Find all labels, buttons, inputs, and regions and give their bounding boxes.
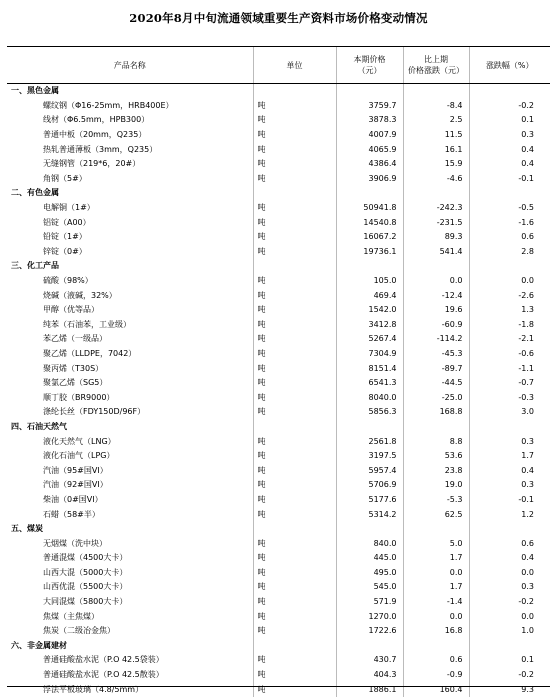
unit-cell: 吨 [253,595,336,610]
table-header-row [7,47,550,84]
product-name-cell: 浮法平板玻璃（4.8/5mm） [43,684,144,694]
pct-cell [469,522,550,537]
table-row [7,609,550,624]
change-cell [403,522,469,537]
table-row [7,172,550,187]
change-cell: 19.0 [403,478,469,493]
product-name-cell: 线材（Φ6.5mm，HPB300） [43,115,150,125]
table-row [7,580,550,595]
table-row [7,463,550,478]
unit-cell: 吨 [253,274,336,289]
change-cell: 16.1 [403,142,469,157]
header-unit: 单位 [253,47,336,84]
change-cell: -242.3 [403,201,469,216]
product-name-cell: 电解铜（1#） [43,203,95,213]
price-cell [336,420,403,435]
unit-cell: 吨 [253,157,336,172]
pct-cell: 0.3 [469,128,550,143]
category-row [7,186,550,201]
unit-cell: 吨 [253,172,336,187]
table-row [7,318,550,333]
unit-cell: 吨 [253,215,336,230]
pct-cell [469,84,550,99]
unit-cell [253,522,336,537]
unit-cell: 吨 [253,463,336,478]
header-pct: 涨跌幅（%） [469,47,550,84]
category-row [7,259,550,274]
price-cell: 571.9 [336,595,403,610]
price-cell: 545.0 [336,580,403,595]
pct-cell: 0.0 [469,566,550,581]
pct-cell: 0.4 [469,142,550,157]
unit-cell: 吨 [253,609,336,624]
change-cell [403,84,469,99]
unit-cell: 吨 [253,99,336,114]
price-cell [336,259,403,274]
unit-cell: 吨 [253,478,336,493]
page-title: 2020年8月中旬流通领域重要生产资料市场价格变动情况 [129,11,428,25]
unit-cell: 吨 [253,230,336,245]
change-cell: 16.8 [403,624,469,639]
pct-cell: 0.4 [469,551,550,566]
header-price-line1: 本期价格 [353,55,386,64]
product-name-cell: 普通混煤（4500大卡） [43,553,128,563]
change-cell: 8.8 [403,434,469,449]
unit-cell: 吨 [253,580,336,595]
product-name-cell: 热轧普通薄板（3mm，Q235） [43,144,158,154]
table-row [7,230,550,245]
product-name-cell: 普通中板（20mm，Q235） [43,130,147,140]
pct-cell: 2.8 [469,245,550,260]
product-name-cell: 甲醇（优等品） [43,305,99,315]
table-row [7,288,550,303]
product-name-cell: 焦炭（二级冶金焦） [43,626,115,636]
product-name-cell: 硫酸（98%） [43,276,93,286]
price-cell: 8040.0 [336,390,403,405]
product-name-cell: 顺丁胶（BR9000） [43,392,115,402]
price-cell: 469.4 [336,288,403,303]
product-name-cell: 聚丙烯（T30S） [43,363,104,373]
pct-cell: 9.3 [469,682,550,697]
change-cell: 2.5 [403,113,469,128]
category-row [7,420,550,435]
unit-cell: 吨 [253,376,336,391]
change-cell: -60.9 [403,318,469,333]
price-cell: 445.0 [336,551,403,566]
pct-cell: -0.2 [469,99,550,114]
table-row [7,332,550,347]
pct-cell: 0.4 [469,157,550,172]
unit-cell: 吨 [253,142,336,157]
change-cell: 168.8 [403,405,469,420]
change-cell: -12.4 [403,288,469,303]
price-cell: 1886.1 [336,682,403,697]
pct-cell: 3.0 [469,405,550,420]
table-row [7,376,550,391]
category-name: 一、黑色金属 [11,86,59,96]
change-cell: 1.7 [403,551,469,566]
pct-cell: -0.5 [469,201,550,216]
unit-cell: 吨 [253,507,336,522]
table-row [7,303,550,318]
pct-cell: 1.7 [469,449,550,464]
pct-cell [469,420,550,435]
table-row [7,245,550,260]
pct-cell: 0.1 [469,113,550,128]
product-name-cell: 山西优混（5500大卡） [43,582,128,592]
change-cell: 0.0 [403,609,469,624]
price-cell: 1722.6 [336,624,403,639]
pct-cell: 0.1 [469,653,550,668]
unit-cell: 吨 [253,668,336,683]
price-cell: 4007.9 [336,128,403,143]
change-cell: -231.5 [403,215,469,230]
pct-cell: 0.0 [469,274,550,289]
unit-cell: 吨 [253,551,336,566]
change-cell: 89.3 [403,230,469,245]
unit-cell [253,639,336,654]
table-row [7,478,550,493]
table-row [7,653,550,668]
price-cell: 430.7 [336,653,403,668]
table-row [7,215,550,230]
product-name-cell: 铅锭（1#） [43,232,87,242]
price-cell: 8151.4 [336,361,403,376]
table-row [7,434,550,449]
product-name-cell: 石蜡（58#半） [43,509,100,519]
change-cell [403,420,469,435]
header-price [336,47,403,84]
product-name-cell: 焦煤（主焦煤） [43,611,99,621]
product-name-cell: 纯苯（石油苯，工业级） [43,319,131,329]
pct-cell: 1.0 [469,624,550,639]
unit-cell: 吨 [253,566,336,581]
category-name: 三、化工产品 [11,261,59,271]
price-cell: 3197.5 [336,449,403,464]
table-row [7,566,550,581]
product-name-cell: 液化石油气（LPG） [43,451,115,461]
change-cell: 23.8 [403,463,469,478]
price-cell: 7304.9 [336,347,403,362]
table-row [7,201,550,216]
unit-cell: 吨 [253,128,336,143]
price-cell: 3878.3 [336,113,403,128]
change-cell: -8.4 [403,99,469,114]
change-cell: 53.6 [403,449,469,464]
pct-cell [469,259,550,274]
table-row [7,361,550,376]
change-cell: 1.7 [403,580,469,595]
table-row [7,682,550,697]
unit-cell: 吨 [253,653,336,668]
change-cell: -0.9 [403,668,469,683]
pct-cell: 0.0 [469,609,550,624]
change-cell: 15.9 [403,157,469,172]
unit-cell: 吨 [253,288,336,303]
price-cell [336,186,403,201]
price-cell: 105.0 [336,274,403,289]
category-name: 二、有色金属 [11,188,59,198]
table-row [7,99,550,114]
unit-cell: 吨 [253,449,336,464]
pct-cell: -0.6 [469,347,550,362]
product-name-cell: 汽油（95#国VI） [43,465,108,475]
unit-cell: 吨 [253,113,336,128]
change-cell: 62.5 [403,507,469,522]
header-change [403,47,469,84]
unit-cell: 吨 [253,493,336,508]
header-change-line1: 比上期 [424,55,448,64]
unit-cell: 吨 [253,405,336,420]
table-row [7,551,550,566]
unit-cell: 吨 [253,245,336,260]
price-cell: 6541.3 [336,376,403,391]
change-cell: 0.0 [403,274,469,289]
table-row [7,347,550,362]
table-row [7,113,550,128]
unit-cell [253,186,336,201]
price-cell: 4065.9 [336,142,403,157]
category-name: 四、石油天然气 [11,421,67,431]
change-cell: 5.0 [403,536,469,551]
price-cell: 404.3 [336,668,403,683]
product-name-cell: 聚氯乙烯（SG5） [43,378,108,388]
pct-cell: 1.2 [469,507,550,522]
category-row [7,639,550,654]
unit-cell: 吨 [253,318,336,333]
pct-cell: -0.2 [469,595,550,610]
price-cell: 50941.8 [336,201,403,216]
change-cell: -5.3 [403,493,469,508]
change-cell: 541.4 [403,245,469,260]
price-cell [336,522,403,537]
pct-cell: 0.3 [469,434,550,449]
price-table [7,46,550,697]
price-cell: 5314.2 [336,507,403,522]
pct-cell: 0.6 [469,230,550,245]
price-cell: 5267.4 [336,332,403,347]
pct-cell: -0.1 [469,172,550,187]
table-row [7,507,550,522]
unit-cell: 吨 [253,434,336,449]
price-cell: 1270.0 [336,609,403,624]
product-name-cell: 液化天然气（LNG） [43,436,116,446]
unit-cell: 吨 [253,332,336,347]
price-cell [336,639,403,654]
unit-cell: 吨 [253,390,336,405]
product-name-cell: 柴油（0#国VI） [43,494,103,504]
pct-cell: 0.6 [469,536,550,551]
pct-cell: -0.3 [469,390,550,405]
price-cell: 1542.0 [336,303,403,318]
unit-cell [253,259,336,274]
pct-cell: 0.3 [469,580,550,595]
unit-cell [253,420,336,435]
price-cell: 14540.8 [336,215,403,230]
product-name-cell: 无缝钢管（219*6，20#） [43,159,141,169]
category-row [7,522,550,537]
price-cell: 840.0 [336,536,403,551]
table-row [7,624,550,639]
product-name-cell: 普通硅酸盐水泥（P.O 42.5袋装） [43,655,164,665]
change-cell [403,259,469,274]
table-row [7,405,550,420]
table-row [7,595,550,610]
category-name: 五、煤炭 [11,524,43,534]
price-cell [336,84,403,99]
table-row [7,390,550,405]
unit-cell: 吨 [253,536,336,551]
pct-cell: -2.1 [469,332,550,347]
price-cell: 2561.8 [336,434,403,449]
header-product-name: 产品名称 [7,47,253,84]
pct-cell: -0.2 [469,668,550,683]
product-name-cell: 无烟煤（洗中块） [43,538,107,548]
change-cell: 0.0 [403,566,469,581]
change-cell: 160.4 [403,682,469,697]
unit-cell [253,84,336,99]
price-cell: 5957.4 [336,463,403,478]
category-row [7,84,550,99]
table-row [7,274,550,289]
product-name-cell: 山西大混（5000大卡） [43,567,128,577]
product-name-cell: 涤纶长丝（FDY150D/96F） [43,407,146,417]
table-row [7,128,550,143]
table-row [7,493,550,508]
table-row [7,157,550,172]
change-cell: 11.5 [403,128,469,143]
pct-cell: -2.6 [469,288,550,303]
change-cell: -4.6 [403,172,469,187]
price-cell: 3759.7 [336,99,403,114]
product-name-cell: 普通硅酸盐水泥（P.O 42.5散装） [43,670,164,680]
pct-cell: 1.3 [469,303,550,318]
product-name-cell: 汽油（92#国VI） [43,480,108,490]
category-name: 六、非金属建材 [11,640,67,650]
unit-cell: 吨 [253,361,336,376]
product-name-cell: 聚乙烯（LLDPE，7042） [43,348,137,358]
table-row [7,449,550,464]
change-cell: -89.7 [403,361,469,376]
change-cell: 0.6 [403,653,469,668]
pct-cell: 0.3 [469,478,550,493]
product-name-cell: 大同混煤（5800大卡） [43,597,128,607]
product-name-cell: 螺纹钢（Φ16-25mm，HRB400E） [43,100,174,110]
unit-cell: 吨 [253,303,336,318]
change-cell: -114.2 [403,332,469,347]
price-cell: 5706.9 [336,478,403,493]
unit-cell: 吨 [253,682,336,697]
pct-cell: -1.8 [469,318,550,333]
price-cell: 3412.8 [336,318,403,333]
product-name-cell: 铝锭（A00） [43,217,91,227]
pct-cell: -1.6 [469,215,550,230]
unit-cell: 吨 [253,201,336,216]
header-change-line2: 价格涨跌（元） [408,66,464,75]
change-cell: -25.0 [403,390,469,405]
change-cell [403,186,469,201]
product-name-cell: 锌锭（0#） [43,246,87,256]
pct-cell [469,639,550,654]
price-cell: 16067.2 [336,230,403,245]
price-cell: 495.0 [336,566,403,581]
change-cell: -44.5 [403,376,469,391]
pct-cell: -0.1 [469,493,550,508]
pct-cell [469,186,550,201]
unit-cell: 吨 [253,624,336,639]
table-body [7,84,550,697]
change-cell: -1.4 [403,595,469,610]
change-cell: 19.6 [403,303,469,318]
product-name-cell: 苯乙烯（一级品） [43,334,107,344]
product-name-cell: 烧碱（液碱，32%） [43,290,117,300]
table-row [7,142,550,157]
change-cell [403,639,469,654]
price-cell: 4386.4 [336,157,403,172]
change-cell: -45.3 [403,347,469,362]
price-cell: 3906.9 [336,172,403,187]
price-cell: 5856.3 [336,405,403,420]
table-row [7,536,550,551]
price-cell: 5177.6 [336,493,403,508]
unit-cell: 吨 [253,347,336,362]
table-row [7,668,550,683]
price-cell: 19736.1 [336,245,403,260]
pct-cell: -1.1 [469,361,550,376]
pct-cell: 0.4 [469,463,550,478]
product-name-cell: 角钢（5#） [43,173,87,183]
pct-cell: -0.7 [469,376,550,391]
header-price-line2: （元） [357,66,382,75]
